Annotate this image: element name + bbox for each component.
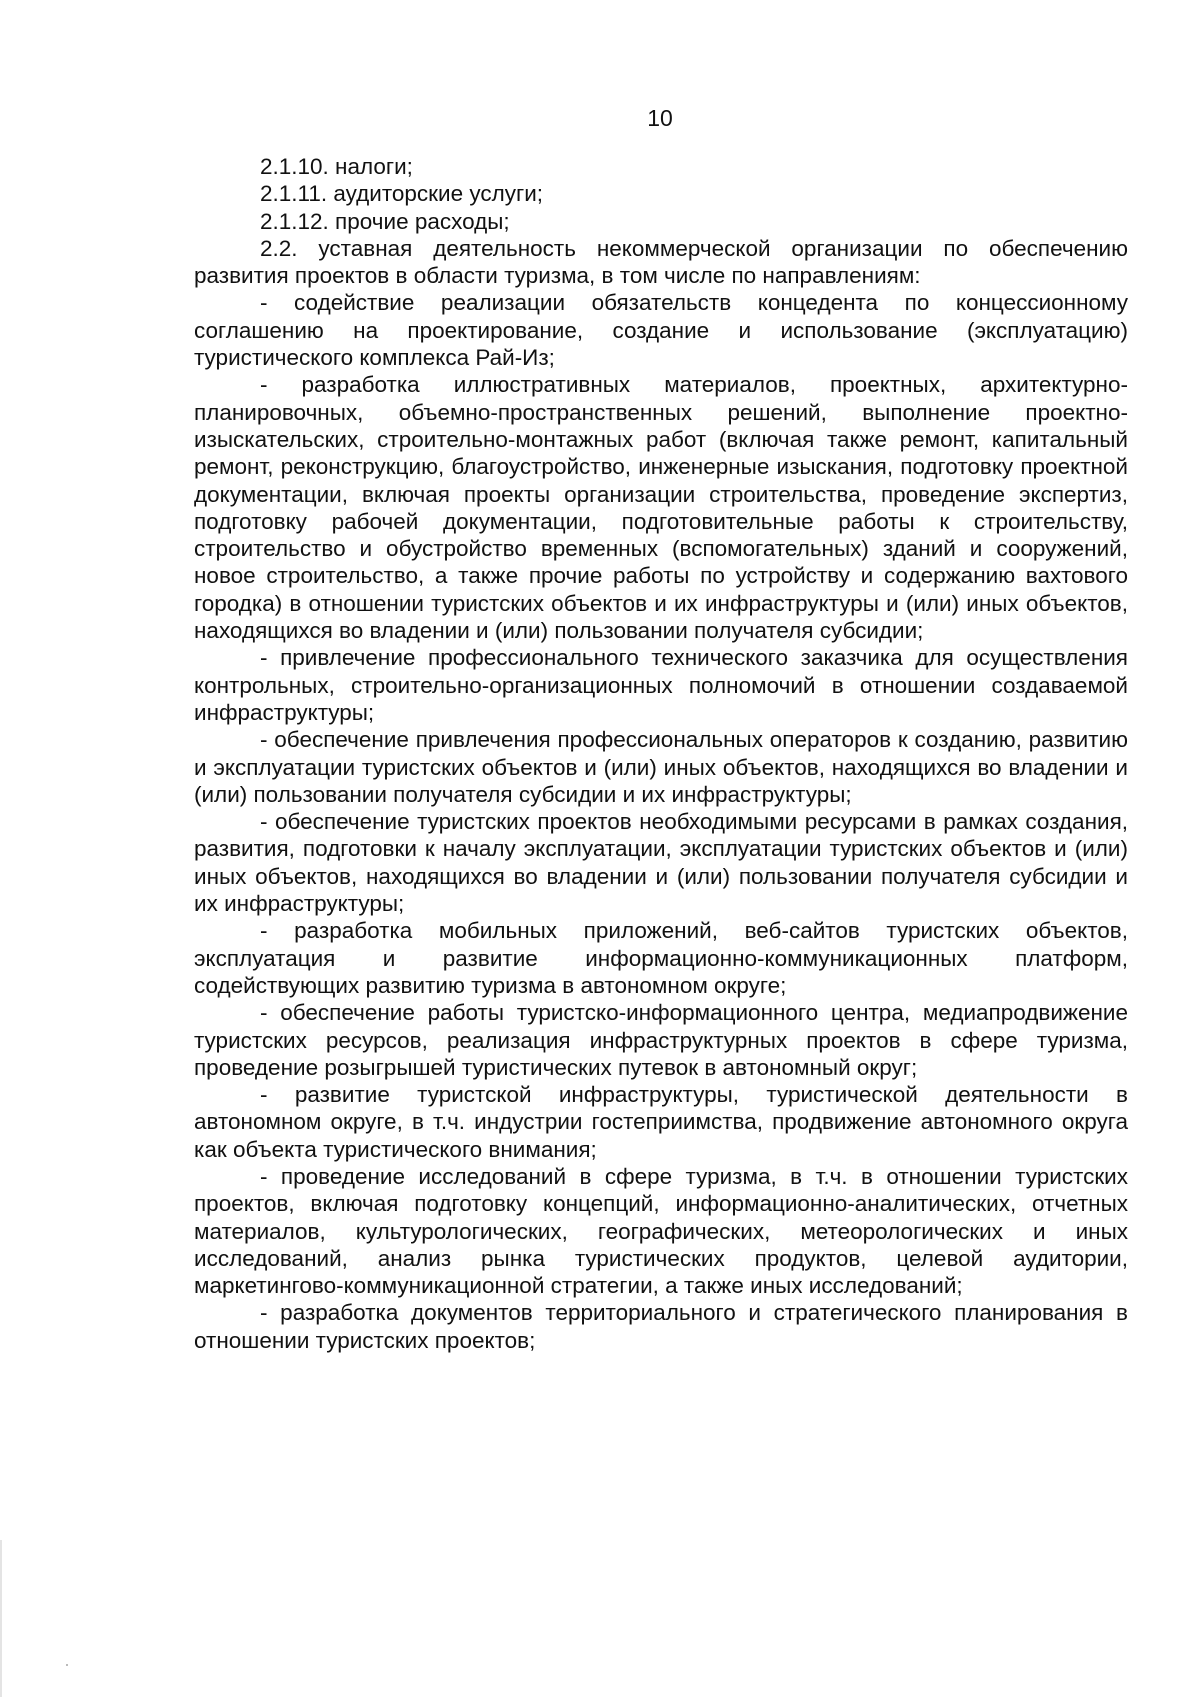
scan-edge-shadow [0,1540,2,1697]
paragraph-item: 2.2. уставная деятельность некоммерческой организации по обеспечению развития проектов в области туризма, в том числе по направлениям: [194,235,1128,289]
paragraph-item: 2.1.12. прочие расходы; [260,208,510,234]
paragraph-item: - разработка иллюстративных материалов, проектных, архитектурно-планировочных, объемно-пространственных решений, выполнение проектно-изыскательских, строительно-монтажных работ (включая также ремонт, капитальный ремонт, реконструкцию, благоустройство, инженерные изыскания, подготовку проектной документации, включая проекты организации строительства, проведение экспертиз, подготовку рабочей документации, подготовительные работы к строительству, строительство и обустройство временных (вспомогательных) зданий и сооружений, новое строительство, а также прочие работы по устройству и содержанию вахтового городка) в отношении туристских объектов и их инфраструктуры и (или) иных объектов, находящихся во владении и (или) пользовании получателя субсидии; [194,372,1128,644]
paragraph-item: 2.1.11. аудиторские услуги; [260,181,544,207]
paragraph-item: - привлечение профессионального технического заказчика для осуществления контрольных, строительно-организационных полномочий в отношении создаваемой инфраструктуры; [194,645,1128,725]
page-number: 10 [647,105,673,131]
paragraph-item: - обеспечение работы туристско-информационного центра, медиапродвижение туристских ресурсов, реализация инфраструктурных проектов в сфере туризма, проведение розыгрышей туристических путевок в автономный округ; [194,1000,1128,1080]
paragraph-item: - развитие туристской инфраструктуры, туристической деятельности в автономном округе, в т.ч. индустрии гостеприимства, продвижение автономного округа как объекта туристического внимания; [194,1082,1128,1162]
paragraph-item: - проведение исследований в сфере туризма, в т.ч. в отношении туристских проектов, включая подготовку концепций, информационно-аналитических, отчетных материалов, культурологических, географических, метеорологических и иных исследований, анализ рынка туристических продуктов, целевой аудитории, маркетингово-коммуникационной стратегии, а также иных исследований; [194,1163,1128,1299]
paragraph-item: - содействие реализации обязательств концедента по концессионному соглашению на проектирование, создание и использование (эксплуатацию) туристического комплекса Рай-Из; [194,290,1128,371]
paragraph-item: - разработка мобильных приложений, веб-сайтов туристских объектов, эксплуатация и развитие информационно-коммуникационных платформ, содействующих развитию туризма в автономном округе; [194,918,1128,998]
document-body [194,153,1128,1354]
paragraph-item: - обеспечение привлечения профессиональных операторов к созданию, развитию и эксплуатации туристских объектов и (или) иных объектов, находящихся во владении и (или) пользовании получателя субсидии и их инфраструктуры; [194,727,1128,807]
scan-speck [66,1664,68,1666]
paragraph-item: 2.1.10. налоги; [260,154,413,179]
paragraph-item: - обеспечение туристских проектов необходимыми ресурсами в рамках создания, развития, подготовки к началу эксплуатации, эксплуатации туристских объектов и (или) иных объектов, находящихся во владении и (или) пользовании получателя субсидии и их инфраструктуры; [194,809,1128,917]
paragraph-item: - разработка документов территориального и стратегического планирования в отношении туристских проектов; [194,1300,1128,1353]
